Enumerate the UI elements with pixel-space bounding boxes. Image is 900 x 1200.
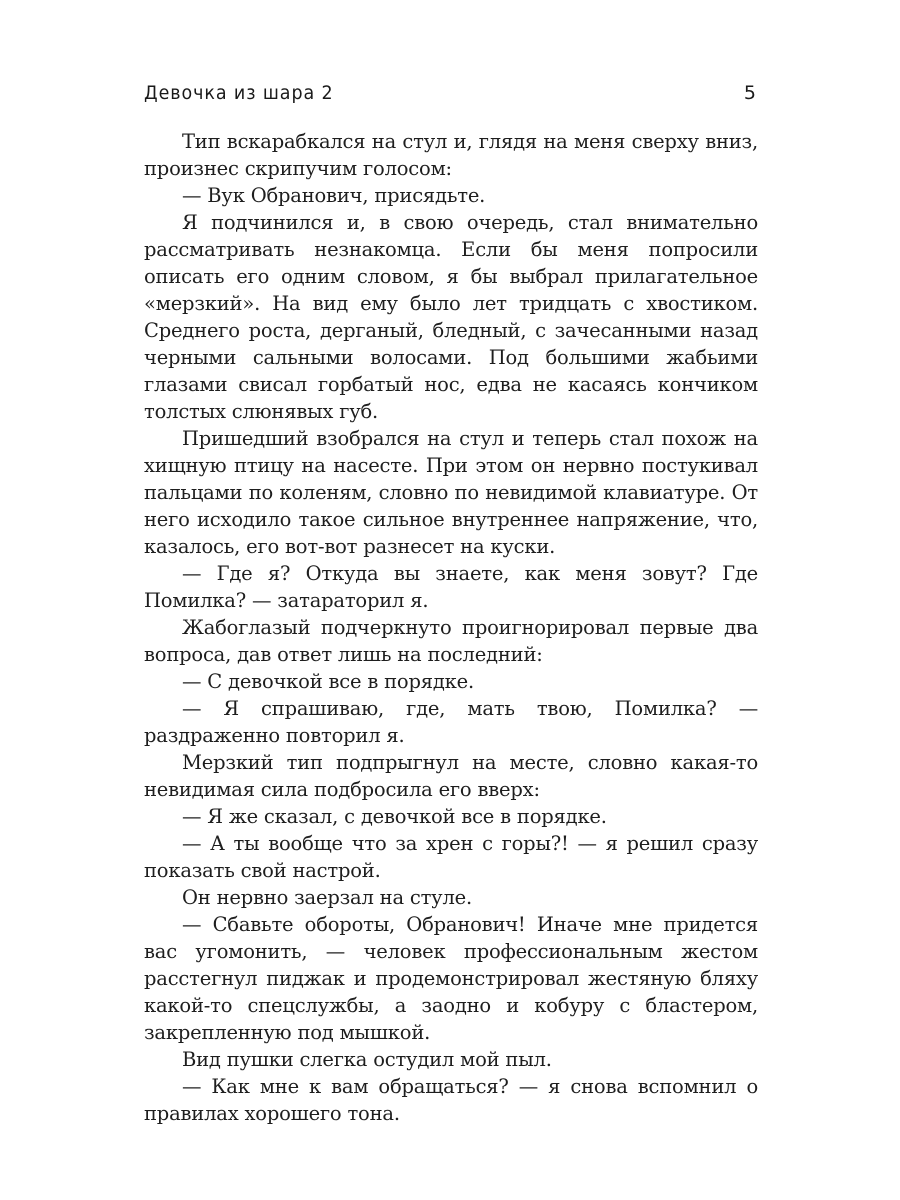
paragraph: Я подчинился и, в свою очередь, стал внимательно рассматривать незнакомца. Если бы меня попросили описать его одним словом, я бы выбрал прилагательное «мерзкий». На вид ему было лет тридцать с хвостиком. Среднего роста, дерганый, бледный, с зачесанными назад черными сальными волосами. Под большими жабьими глазами свисал горбатый нос, едва не касаясь кончиком толстых слюнявых губ. bbox=[144, 211, 758, 423]
paragraph: — Где я? Откуда вы знаете, как меня зовут? Где Помилка? — затараторил я. bbox=[144, 562, 758, 612]
paragraph: — Сбавьте обороты, Обранович! Иначе мне придется вас угомонить, — человек профессиональным жестом расстегнул пиджак и продемонстрировал жестяную бляху какой-то спецслужбы, а заодно и кобуру с бластером, закрепленную под мышкой. bbox=[144, 913, 758, 1044]
paragraph: — Я спрашиваю, где, мать твою, Помилка? — раздраженно повторил я. bbox=[144, 697, 758, 747]
running-title: Девочка из шара 2 bbox=[144, 82, 334, 104]
paragraph: Тип вскарабкался на стул и, глядя на меня сверху вниз, произнес скрипучим голосом: bbox=[144, 130, 758, 180]
page-number: 5 bbox=[743, 82, 756, 104]
paragraph: Вид пушки слегка остудил мой пыл. bbox=[182, 1048, 552, 1071]
paragraph: — С девочкой все в порядке. bbox=[182, 670, 474, 693]
paragraph: Мерзкий тип подпрыгнул на месте, словно какая-то невидимая сила подбросила его вверх: bbox=[144, 751, 758, 801]
paragraph: Пришедший взобрался на стул и теперь стал похож на хищную птицу на насесте. При этом он нервно постукивал пальцами по коленям, словно по невидимой клавиатуре. От него исходило такое сильное внутреннее напряжение, что, казалось, его вот-вот разнесет на куски. bbox=[144, 427, 758, 558]
paragraph: — Как мне к вам обращаться? — я снова вспомнил о правилах хорошего тона. bbox=[144, 1075, 758, 1125]
paragraph: Он нервно заерзал на стуле. bbox=[182, 886, 472, 909]
paragraph: — А ты вообще что за хрен с горы?! — я решил сразу показать свой настрой. bbox=[144, 832, 758, 882]
paragraph: — Я же сказал, с девочкой все в порядке. bbox=[182, 805, 607, 828]
body-text bbox=[144, 128, 758, 1127]
running-head bbox=[144, 80, 760, 116]
paragraph: — Вук Обранович, присядьте. bbox=[182, 184, 486, 207]
paragraph: Жабоглазый подчеркнуто проигнорировал первые два вопроса, дав ответ лишь на последний: bbox=[144, 616, 758, 666]
